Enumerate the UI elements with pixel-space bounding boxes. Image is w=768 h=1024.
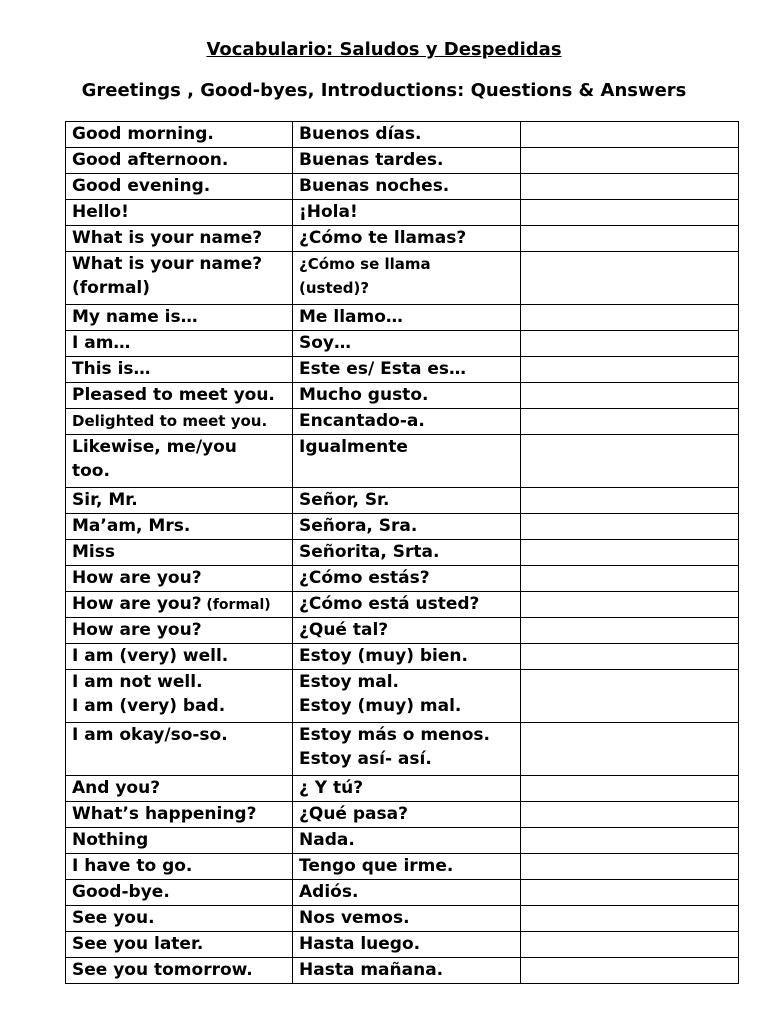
spanish-phrase: ¿Cómo está usted?	[299, 594, 480, 614]
blank-practice-cell	[521, 331, 739, 357]
english-phrase-cell	[66, 802, 293, 828]
english-phrase-cell	[66, 644, 293, 670]
page-subtitle: Greetings , Good-byes, Introductions: Questions & Answers	[81, 80, 687, 101]
table-row	[66, 514, 739, 540]
english-phrase: Good morning.	[72, 124, 214, 144]
spanish-phrase-cell	[293, 435, 521, 488]
blank-practice-cell	[521, 618, 739, 644]
spanish-phrase: Nada.	[299, 830, 355, 850]
spanish-phrase: ¿Qué tal?	[299, 620, 389, 640]
spanish-phrase-cell	[293, 880, 521, 906]
spanish-phrase-cell	[293, 566, 521, 592]
table-row	[66, 435, 739, 488]
table-row	[66, 854, 739, 880]
spanish-phrase-cell	[293, 906, 521, 932]
table-row	[66, 566, 739, 592]
spanish-phrase-cell	[293, 122, 521, 148]
blank-practice-cell	[521, 776, 739, 802]
spanish-phrase-cell	[293, 514, 521, 540]
table-row	[66, 122, 739, 148]
spanish-phrase-cell	[293, 618, 521, 644]
english-phrase: I am…	[72, 333, 131, 353]
english-phrase-cell	[66, 122, 293, 148]
spanish-phrase-cell	[293, 409, 521, 435]
blank-practice-cell	[521, 566, 739, 592]
blank-practice-cell	[521, 540, 739, 566]
blank-practice-cell	[521, 174, 739, 200]
blank-practice-cell	[521, 880, 739, 906]
english-phrase-cell	[66, 932, 293, 958]
spanish-phrase: Adiós.	[299, 882, 359, 902]
blank-practice-cell	[521, 906, 739, 932]
blank-practice-cell	[521, 670, 739, 723]
spanish-phrase-cell	[293, 383, 521, 409]
english-phrase: Delighted to meet you.	[72, 412, 268, 430]
blank-practice-cell	[521, 200, 739, 226]
table-row	[66, 357, 739, 383]
table-row	[66, 776, 739, 802]
spanish-phrase: Igualmente	[299, 437, 408, 457]
table-row	[66, 226, 739, 252]
english-phrase: Hello!	[72, 202, 129, 222]
english-phrase: Miss	[72, 542, 115, 562]
spanish-phrase: Tengo que irme.	[299, 856, 454, 876]
table-row	[66, 409, 739, 435]
spanish-phrase: ¿Cómo te llamas?	[299, 228, 467, 248]
english-phrase: How are you?	[72, 568, 202, 588]
spanish-phrase: Señora, Sra.	[299, 516, 418, 536]
spanish-phrase: ¿Cómo estás?	[299, 568, 430, 588]
english-phrase: How are you? (formal)	[72, 594, 271, 614]
english-phrase: I am okay/so-so.	[72, 725, 228, 745]
table-row	[66, 670, 739, 723]
english-phrase: See you tomorrow.	[72, 960, 253, 980]
english-phrase-cell	[66, 305, 293, 331]
table-row	[66, 932, 739, 958]
spanish-phrase-cell	[293, 331, 521, 357]
english-phrase: See you later.	[72, 934, 204, 954]
blank-practice-cell	[521, 723, 739, 776]
spanish-phrase: Estoy mal.	[299, 672, 400, 692]
table-row	[66, 200, 739, 226]
blank-practice-cell	[521, 252, 739, 305]
english-phrase-cell	[66, 723, 293, 776]
spanish-phrase: Nos vemos.	[299, 908, 410, 928]
english-phrase: Pleased to meet you.	[72, 385, 275, 405]
spanish-phrase: Señorita, Srta.	[299, 542, 440, 562]
english-phrase: Good evening.	[72, 176, 211, 196]
spanish-phrase: ¿ Y tú?	[299, 778, 364, 798]
table-row	[66, 540, 739, 566]
english-phrase-cell	[66, 906, 293, 932]
english-phrase: See you.	[72, 908, 155, 928]
blank-practice-cell	[521, 802, 739, 828]
spanish-phrase: Hasta mañana.	[299, 960, 444, 980]
english-phrase: And you?	[72, 778, 161, 798]
blank-practice-cell	[521, 122, 739, 148]
english-phrase-cell	[66, 828, 293, 854]
blank-practice-cell	[521, 409, 739, 435]
table-row	[66, 880, 739, 906]
table-row	[66, 488, 739, 514]
english-phrase-cell	[66, 854, 293, 880]
english-phrase: What is your name?	[72, 228, 263, 248]
english-phrase: Good-bye.	[72, 882, 170, 902]
spanish-phrase-cell	[293, 305, 521, 331]
spanish-phrase: Hasta luego.	[299, 934, 421, 954]
english-phrase-cell	[66, 383, 293, 409]
spanish-phrase: ¿Qué pasa?	[299, 804, 408, 824]
english-phrase-cell	[66, 252, 293, 305]
blank-practice-cell	[521, 958, 739, 984]
spanish-phrase: Estoy así- así.	[299, 749, 432, 769]
english-phrase: What is your name?	[72, 254, 263, 274]
english-phrase: Ma’am, Mrs.	[72, 516, 191, 536]
english-phrase: (formal)	[72, 278, 151, 298]
spanish-phrase-cell	[293, 776, 521, 802]
english-phrase-cell	[66, 670, 293, 723]
english-phrase: I am not well.	[72, 672, 203, 692]
english-phrase: I am (very) well.	[72, 646, 229, 666]
english-phrase: Likewise, me/you	[72, 437, 237, 457]
vocabulary-table	[65, 121, 739, 984]
english-phrase-cell	[66, 148, 293, 174]
english-phrase: My name is…	[72, 307, 198, 327]
table-row	[66, 644, 739, 670]
table-row	[66, 383, 739, 409]
spanish-phrase: Buenos días.	[299, 124, 422, 144]
spanish-phrase-cell	[293, 958, 521, 984]
english-phrase: I am (very) bad.	[72, 696, 226, 716]
blank-practice-cell	[521, 828, 739, 854]
english-phrase: What’s happening?	[72, 804, 257, 824]
blank-practice-cell	[521, 226, 739, 252]
english-phrase: Nothing	[72, 830, 149, 850]
english-phrase: I have to go.	[72, 856, 193, 876]
spanish-phrase: Buenas noches.	[299, 176, 450, 196]
blank-practice-cell	[521, 592, 739, 618]
vocabulary-table-body	[66, 122, 739, 984]
english-phrase: How are you?	[72, 620, 202, 640]
table-row	[66, 802, 739, 828]
blank-practice-cell	[521, 514, 739, 540]
spanish-phrase: Señor, Sr.	[299, 490, 390, 510]
spanish-phrase-cell	[293, 644, 521, 670]
english-phrase-cell	[66, 514, 293, 540]
spanish-phrase-cell	[293, 252, 521, 305]
blank-practice-cell	[521, 357, 739, 383]
english-phrase-cell	[66, 618, 293, 644]
spanish-phrase: Buenas tardes.	[299, 150, 444, 170]
english-phrase-cell	[66, 200, 293, 226]
table-row	[66, 958, 739, 984]
english-phrase: too.	[72, 461, 110, 481]
english-phrase-cell	[66, 540, 293, 566]
blank-practice-cell	[521, 644, 739, 670]
table-row	[66, 592, 739, 618]
english-phrase-cell	[66, 592, 293, 618]
spanish-phrase-cell	[293, 932, 521, 958]
english-phrase-cell	[66, 566, 293, 592]
spanish-phrase-cell	[293, 802, 521, 828]
english-phrase-cell	[66, 174, 293, 200]
spanish-phrase-cell	[293, 488, 521, 514]
spanish-phrase-cell	[293, 200, 521, 226]
spanish-phrase-cell	[293, 540, 521, 566]
english-phrase-cell	[66, 488, 293, 514]
spanish-phrase: Soy…	[299, 333, 352, 353]
spanish-phrase-cell	[293, 357, 521, 383]
spanish-phrase: Estoy (muy) bien.	[299, 646, 468, 666]
english-phrase-cell	[66, 435, 293, 488]
spanish-phrase-cell	[293, 828, 521, 854]
blank-practice-cell	[521, 148, 739, 174]
english-phrase-cell	[66, 331, 293, 357]
blank-practice-cell	[521, 305, 739, 331]
table-row	[66, 148, 739, 174]
spanish-phrase-cell	[293, 226, 521, 252]
spanish-phrase-cell	[293, 854, 521, 880]
spanish-phrase: Encantado-a.	[299, 411, 425, 431]
english-phrase-cell	[66, 958, 293, 984]
blank-practice-cell	[521, 854, 739, 880]
table-row	[66, 305, 739, 331]
spanish-phrase: Me llamo…	[299, 307, 403, 327]
english-phrase: Good afternoon.	[72, 150, 229, 170]
table-row	[66, 252, 739, 305]
spanish-phrase: ¡Hola!	[299, 202, 358, 222]
table-row	[66, 828, 739, 854]
blank-practice-cell	[521, 932, 739, 958]
blank-practice-cell	[521, 488, 739, 514]
spanish-phrase: Este es/ Esta es…	[299, 359, 466, 379]
spanish-phrase-cell	[293, 148, 521, 174]
table-row	[66, 906, 739, 932]
english-phrase: This is…	[72, 359, 151, 379]
table-row	[66, 723, 739, 776]
spanish-phrase: Estoy más o menos.	[299, 725, 490, 745]
table-row	[66, 331, 739, 357]
table-row	[66, 174, 739, 200]
english-phrase: Sir, Mr.	[72, 490, 138, 510]
blank-practice-cell	[521, 383, 739, 409]
spanish-phrase-cell	[293, 592, 521, 618]
spanish-phrase-cell	[293, 723, 521, 776]
spanish-phrase-cell	[293, 174, 521, 200]
page-title: Vocabulario: Saludos y Despedidas	[206, 39, 562, 60]
formal-note: (formal)	[201, 597, 271, 613]
english-phrase-cell	[66, 880, 293, 906]
spanish-phrase: (usted)?	[299, 279, 370, 297]
spanish-phrase: ¿Cómo se llama	[299, 255, 431, 273]
english-phrase-cell	[66, 226, 293, 252]
english-phrase-cell	[66, 776, 293, 802]
spanish-phrase: Mucho gusto.	[299, 385, 429, 405]
english-phrase-cell	[66, 357, 293, 383]
spanish-phrase-cell	[293, 670, 521, 723]
table-row	[66, 618, 739, 644]
english-phrase-cell	[66, 409, 293, 435]
blank-practice-cell	[521, 435, 739, 488]
spanish-phrase: Estoy (muy) mal.	[299, 696, 462, 716]
